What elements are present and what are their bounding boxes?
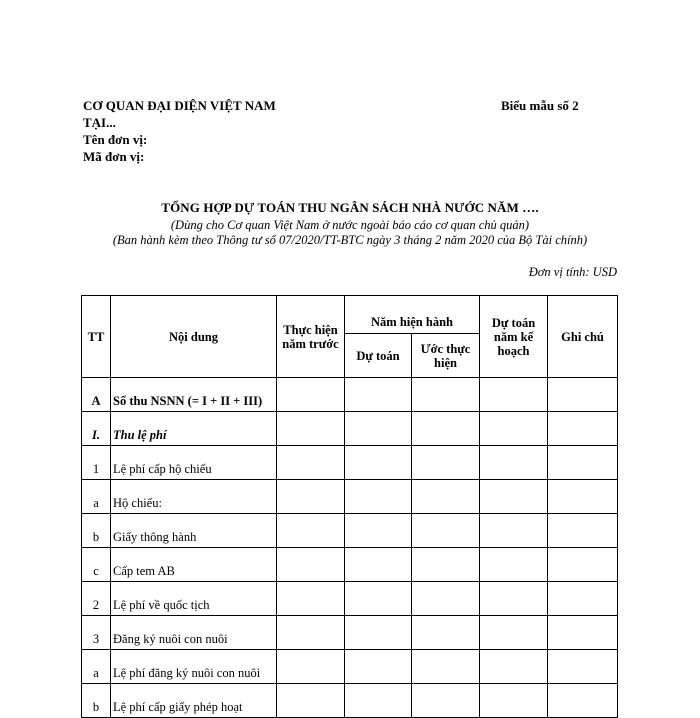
cell [345, 548, 412, 582]
cell [480, 548, 548, 582]
cell [412, 650, 480, 684]
document-subtitle-legal-basis: (Ban hành kèm theo Thông tư số 07/2020/TT-BTC ngày 3 tháng 2 năm 2020 của Bộ Tài chính) [112, 233, 588, 247]
cell [345, 582, 412, 616]
table-row [82, 378, 618, 412]
row-tt: a [82, 650, 111, 684]
header-previous-year: Thực hiện năm trước [277, 296, 345, 378]
cell [548, 412, 618, 446]
cell [345, 616, 412, 650]
header-current-year: Năm hiện hành [345, 296, 480, 334]
cell [548, 480, 618, 514]
row-tt: I. [82, 412, 111, 446]
cell [277, 582, 345, 616]
cell [548, 548, 618, 582]
cell [412, 548, 480, 582]
document-subtitle-usage: (Dùng cho Cơ quan Việt Nam ở nước ngoài báo cáo cơ quan chủ quản) [170, 218, 530, 232]
cell [412, 480, 480, 514]
table-row [82, 480, 618, 514]
header-current-estimate: Dự toán [345, 334, 412, 378]
cell [277, 616, 345, 650]
cell [480, 446, 548, 480]
cell [277, 514, 345, 548]
cell [277, 446, 345, 480]
row-content: Hộ chiếu: [111, 480, 277, 514]
cell [345, 480, 412, 514]
header-note: Ghi chú [548, 296, 618, 378]
table-row [82, 446, 618, 480]
unit-name-label: Tên đơn vị: [83, 132, 148, 147]
cell [480, 650, 548, 684]
cell [480, 684, 548, 718]
cell [548, 514, 618, 548]
header-content: Nội dung [111, 296, 277, 378]
row-tt: 1 [82, 446, 111, 480]
header-plan-year-estimate: Dự toán năm kế hoạch [480, 296, 548, 378]
table-row [82, 684, 618, 718]
cell [480, 480, 548, 514]
cell [548, 378, 618, 412]
row-content: Thu lệ phí [111, 412, 277, 446]
cell [548, 616, 618, 650]
cell [480, 514, 548, 548]
cell [412, 446, 480, 480]
row-tt: b [82, 514, 111, 548]
cell [345, 514, 412, 548]
agency-header [83, 97, 276, 165]
row-content: Giấy thông hành [111, 514, 277, 548]
row-content: Lệ phí cấp hộ chiếu [111, 446, 277, 480]
cell [480, 582, 548, 616]
cell [345, 412, 412, 446]
cell [277, 650, 345, 684]
table-row [82, 582, 618, 616]
cell [345, 650, 412, 684]
row-tt: A [82, 378, 111, 412]
cell [412, 684, 480, 718]
cell [345, 378, 412, 412]
cell [412, 412, 480, 446]
row-tt: a [82, 480, 111, 514]
cell [548, 684, 618, 718]
cell [277, 548, 345, 582]
row-tt: 2 [82, 582, 111, 616]
row-content: Số thu NSNN (= I + II + III) [111, 378, 277, 412]
cell [412, 378, 480, 412]
row-content: Cấp tem AB [111, 548, 277, 582]
row-content: Lệ phí về quốc tịch [111, 582, 277, 616]
cell [548, 446, 618, 480]
table-row [82, 650, 618, 684]
document-title: TỔNG HỢP DỰ TOÁN THU NGÂN SÁCH NHÀ NƯỚC NĂM …. [161, 200, 539, 215]
agency-name: CƠ QUAN ĐẠI DIỆN VIỆT NAM [83, 98, 276, 113]
cell [480, 378, 548, 412]
table-row [82, 548, 618, 582]
table-row [82, 616, 618, 650]
cell [412, 582, 480, 616]
row-content: Lệ phí cấp giấy phép hoạt [111, 684, 277, 718]
cell [480, 412, 548, 446]
cell [345, 446, 412, 480]
cell [480, 616, 548, 650]
row-tt: 3 [82, 616, 111, 650]
agency-location: TẠI... [83, 115, 116, 130]
header-current-expected: Ước thực hiện [412, 334, 480, 378]
cell [345, 684, 412, 718]
header-tt: TT [82, 296, 111, 378]
cell [277, 480, 345, 514]
cell [277, 684, 345, 718]
cell [548, 650, 618, 684]
table-row [82, 514, 618, 548]
row-tt: c [82, 548, 111, 582]
cell [412, 514, 480, 548]
table-row [82, 412, 618, 446]
budget-table [81, 295, 618, 718]
row-content: Lệ phí đăng ký nuôi con nuôi [111, 650, 277, 684]
form-number: Biểu mẫu số 2 [501, 98, 579, 113]
cell [277, 378, 345, 412]
unit-code-label: Mã đơn vị: [83, 149, 145, 164]
cell [412, 616, 480, 650]
cell [277, 412, 345, 446]
cell [548, 582, 618, 616]
currency-unit-label: Đơn vị tính: USD [528, 265, 617, 279]
row-tt: b [82, 684, 111, 718]
row-content: Đăng ký nuôi con nuôi [111, 616, 277, 650]
